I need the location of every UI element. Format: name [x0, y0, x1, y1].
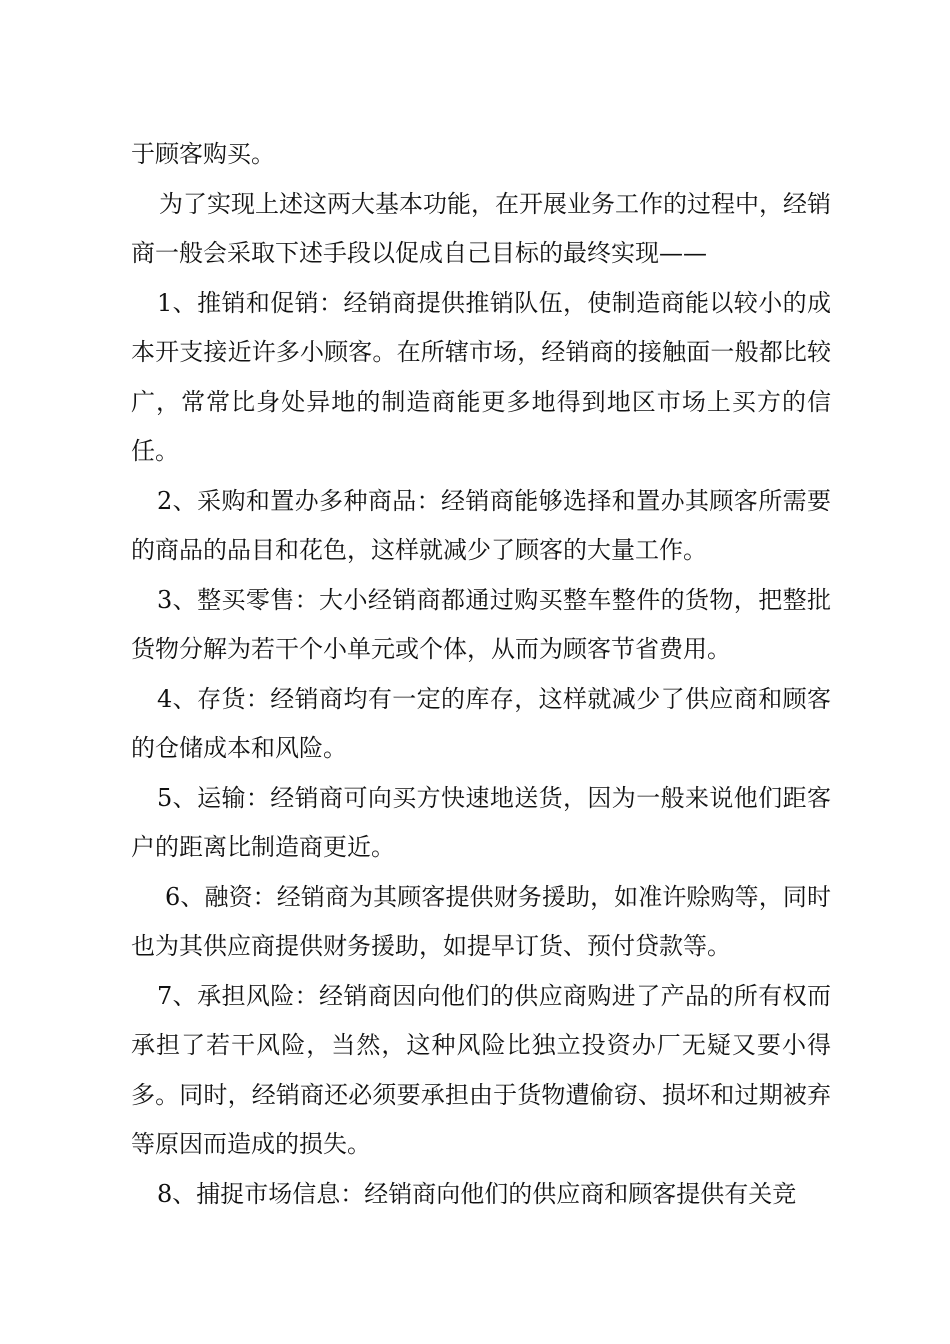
paragraph-item-2: 2、采购和置办多种商品：经销商能够选择和置办其顾客所需要的商品的品目和花色，这样就减少了顾客的大量工作。 [131, 486, 831, 564]
paragraph-item-6: 6、融资：经销商为其顾客提供财务援助，如准许赊购等，同时也为其供应商提供财务援助，如提早订货、预付贷款等。 [131, 882, 831, 960]
paragraph-item-1: 1、推销和促销：经销商提供推销队伍，使制造商能以较小的成本开支接近许多小顾客。在所辖市场，经销商的接触面一般都比较广，常常比身处异地的制造商能更多地得到地区市场上买方的信任。 [131, 288, 831, 465]
paragraph-item-7: 7、承担风险：经销商因向他们的供应商购进了产品的所有权而承担了若干风险，当然，这种风险比独立投资办厂无疑又要小得多。同时，经销商还必须要承担由于货物遭偷窃、损坏和过期被弃等原因而造成的损失。 [131, 981, 831, 1158]
paragraph-item-5: 5、运输：经销商可向买方快速地送货，因为一般来说他们距客户的距离比制造商更近。 [131, 783, 831, 861]
paragraph-continuation: 于顾客购买。 [131, 140, 275, 168]
paragraph-item-8: 8、捕捉市场信息：经销商向他们的供应商和顾客提供有关竞 [157, 1179, 797, 1208]
paragraph-item-3: 3、整买零售：大小经销商都通过购买整车整件的货物，把整批货物分解为若干个小单元或个体，从而为顾客节省费用。 [131, 585, 831, 663]
document-body [131, 130, 831, 1219]
paragraph-item-4: 4、存货：经销商均有一定的库存，这样就减少了供应商和顾客的仓储成本和风险。 [131, 684, 831, 762]
paragraph-intro: 为了实现上述这两大基本功能，在开展业务工作的过程中，经销商一般会采取下述手段以促成自己目标的最终实现—— [131, 189, 831, 267]
